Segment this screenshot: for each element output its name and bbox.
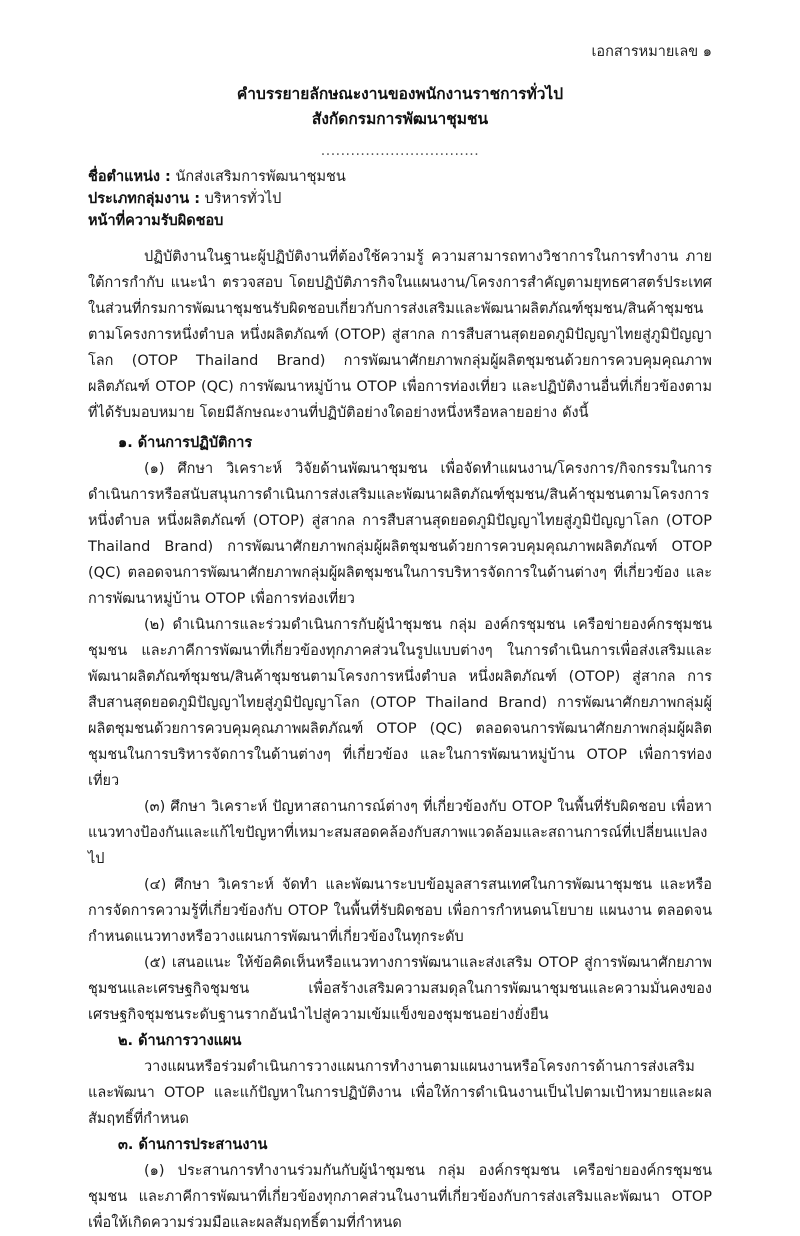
section-1-item-5: (๕) เสนอแนะ ให้ข้อคิดเห็นหรือแนวทางการพัฒนาและส่งเสริม OTOP สู่การพัฒนาศักยภาพชุมชนและเศรษฐกิจชุมชน เพื่อสร้างเสริมความสมดุลในการพัฒนาชุมชนและความมั่นคงของเศรษฐกิจชุมชนระดับฐานรากอันนำไปสู่ความเข้มแข็งของชุมชนอย่างยั่งยืน [88, 955, 712, 1023]
section-heading-1: ๑. ด้านการปฏิบัติการ [118, 435, 253, 451]
section-1-item-3: (๓) ศึกษา วิเคราะห์ ปัญหาสถานการณ์ต่างๆ ที่เกี่ยวข้องกับ OTOP ในพื้นที่รับผิดชอบ เพื่อหาแนวทางป้องกันและแก้ไขปัญหาที่เหมาะสมสอดคล้องกับสภาพแวดล้อมและสถานการณ์ที่เปลี่ยนแปลงไป [88, 799, 712, 867]
section-heading-3: ๓. ด้านการประสานงาน [118, 1137, 268, 1153]
field-responsibilities-heading [88, 210, 712, 232]
section-heading-2: ๒. ด้านการวางแผน [118, 1033, 242, 1049]
field-position-value: นักส่งเสริมการพัฒนาชุมชน [175, 169, 346, 185]
intro-paragraph: ปฏิบัติงานในฐานะผู้ปฏิบัติงานที่ต้องใช้ความรู้ ความสามารถทางวิชาการในการทำงาน ภายใต้การกำกับ แนะนำ ตรวจสอบ โดยปฏิบัติภารกิจในแผนงาน/โครงการสำคัญตามยุทธศาสตร์ประเทศในส่วนที่กรมการพัฒนาชุมชนรับผิดชอบเกี่ยวกับการส่งเสริมและพัฒนาผลิตภัณฑ์ชุมชน/สินค้าชุมชนตามโครงการหนึ่งตำบล หนึ่งผลิตภัณฑ์ (OTOP) สู่สากล การสืบสานสุดยอดภูมิปัญญาไทยสู่ภูมิปัญญาโลก (OTOP Thailand Brand) การพัฒนาศักยภาพกลุ่มผู้ผลิตชุมชนด้วยการควบคุมคุณภาพผลิตภัณฑ์ OTOP (QC) การพัฒนาหมู่บ้าน OTOP เพื่อการท่องเที่ยว และปฏิบัติงานอื่นที่เกี่ยวข้องตามที่ได้รับมอบหมาย โดยมีลักษณะงานที่ปฏิบัติอย่างใดอย่างหนึ่งหรือหลายอย่าง ดังนี้ [88, 249, 712, 421]
field-group-type [88, 188, 712, 210]
title-divider-dots: ................................ [320, 143, 480, 159]
document-body [88, 166, 712, 1236]
document-title-line-2: สังกัดกรมการพัฒนาชุมชน [311, 110, 489, 128]
document-title-line-1: คำบรรยายลักษณะงานของพนักงานราชการทั่วไป [236, 85, 564, 103]
field-group-type-value: บริหารทั่วไป [204, 191, 282, 207]
field-responsibilities-label: หน้าที่ความรับผิดชอบ [88, 213, 224, 229]
section-1-item-4: (๔) ศึกษา วิเคราะห์ จัดทำ และพัฒนาระบบข้อมูลสารสนเทศในการพัฒนาชุมชน และหรือการจัดการความรู้ที่เกี่ยวข้องกับ OTOP ในพื้นที่รับผิดชอบ เพื่อการกำหนดนโยบาย แผนงาน ตลอดจนกำหนดแนวทางหรือวางแผนการพัฒนาที่เกี่ยวข้องในทุกระดับ [88, 877, 712, 945]
section-2-item-1: วางแผนหรือร่วมดำเนินการวางแผนการทำงานตามแผนงานหรือโครงการด้านการส่งเสริมและพัฒนา OTOP และแก้ปัญหาในการปฏิบัติงาน เพื่อให้การดำเนินงานเป็นไปตามเป้าหมายและผลสัมฤทธิ์ที่กำหนด [88, 1059, 712, 1127]
field-position [88, 166, 712, 188]
field-position-label: ชื่อตำแหน่ง : [88, 169, 171, 185]
title-block [88, 82, 712, 158]
running-header: เอกสารหมายเลข ๑ [591, 44, 712, 60]
section-3-item-1: (๑) ประสานการทำงานร่วมกันกับผู้นำชุมชน กลุ่ม องค์กรชุมชน เครือข่ายองค์กรชุมชน ชุมชน และภาคีการพัฒนาที่เกี่ยวข้องทุกภาคส่วนในงานที่เกี่ยวข้องกับการส่งเสริมและพัฒนา OTOP เพื่อให้เกิดความร่วมมือและผลสัมฤทธิ์ตามที่กำหนด [88, 1163, 712, 1231]
field-group-type-label: ประเภทกลุ่มงาน : [88, 191, 201, 207]
section-1-item-2: (๒) ดำเนินการและร่วมดำเนินการกับผู้นำชุมชน กลุ่ม องค์กรชุมชน เครือข่ายองค์กรชุมชน ชุมชน และภาคีการพัฒนาที่เกี่ยวข้องทุกภาคส่วนในรูปแบบต่างๆ ในการดำเนินการเพื่อส่งเสริมและพัฒนาผลิตภัณฑ์ชุมชน/สินค้าชุมชนตามโครงการหนึ่งตำบล หนึ่งผลิตภัณฑ์ (OTOP) สู่สากล การสืบสานสุดยอดภูมิปัญญาไทยสู่ภูมิปัญญาโลก (OTOP Thailand Brand) การพัฒนาศักยภาพกลุ่มผู้ผลิตชุมชนด้วยการควบคุมคุณภาพผลิตภัณฑ์ OTOP (QC) ตลอดจนการพัฒนาศักยภาพกลุ่มผู้ผลิตชุมชนในการบริหารจัดการในด้านต่างๆ ที่เกี่ยวข้อง และในการพัฒนาหมู่บ้าน OTOP เพื่อการท่องเที่ยว [88, 617, 712, 789]
section-1-item-1: (๑) ศึกษา วิเคราะห์ วิจัยด้านพัฒนาชุมชน เพื่อจัดทำแผนงาน/โครงการ/กิจกรรมในการดำเนินการหรือสนับสนุนการดำเนินการส่งเสริมและพัฒนาผลิตภัณฑ์ชุมชน/สินค้าชุมชนตามโครงการหนึ่งตำบล หนึ่งผลิตภัณฑ์ (OTOP) สู่สากล การสืบสานสุดยอดภูมิปัญญาไทยสู่ภูมิปัญญาโลก (OTOP Thailand Brand) การพัฒนาศักยภาพกลุ่มผู้ผลิตชุมชนด้วยการควบคุมคุณภาพผลิตภัณฑ์ OTOP (QC) ตลอดจนการพัฒนาศักยภาพกลุ่มผู้ผลิตชุมชนในการบริหารจัดการในด้านต่างๆ ที่เกี่ยวข้อง และการพัฒนาหมู่บ้าน OTOP เพื่อการท่องเที่ยว [88, 461, 712, 607]
